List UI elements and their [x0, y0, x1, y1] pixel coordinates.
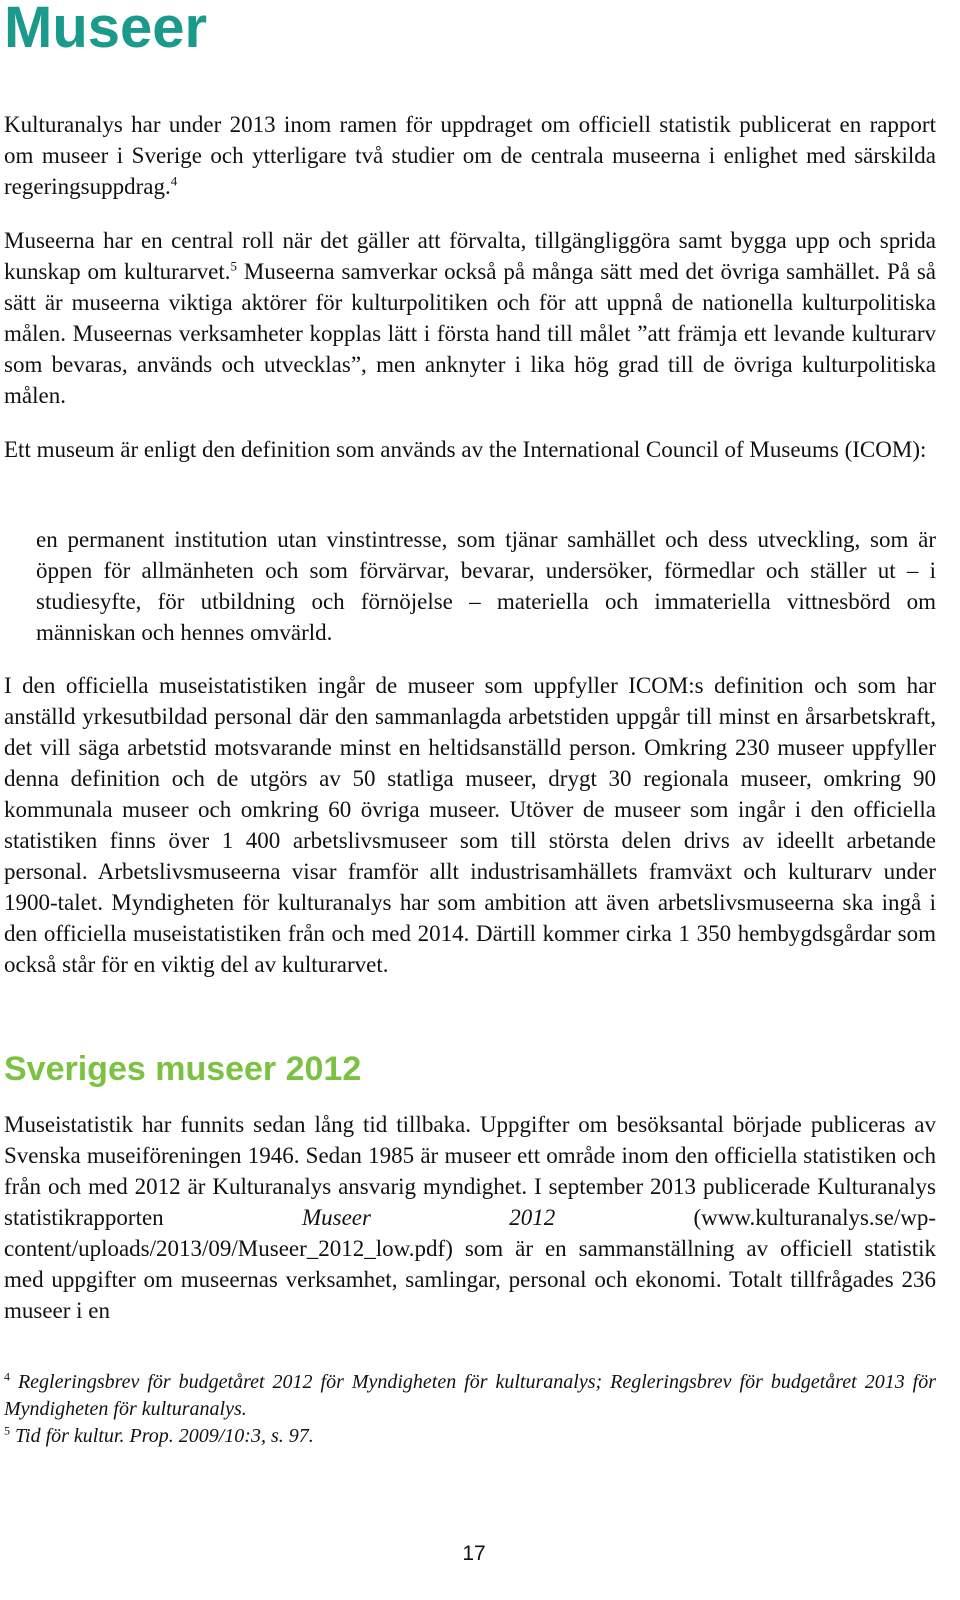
icom-definition-quote: en permanent institution utan vinstintresse, som tjänar samhället och dess utveckling, som är öppen för allmänheten och som förvärvar, bevarar, undersöker, förmedlar och ställer ut – i studiesyfte, för utbildning och förnöjelse – materiella och immateriella vittnesbörd om människan och hennes omvärld. [36, 527, 936, 645]
footnote-4-number: 4 [4, 1369, 10, 1384]
footnotes [4, 1369, 936, 1450]
paragraph-role-text-a: Museerna har en central roll när det gäller att förvalta, tillgängliggöra samt bygga upp och sprida kunskap om kulturarvet. [4, 228, 936, 284]
paragraph-history-text-a: Museistatistik har funnits sedan lång tid tillbaka. Uppgifter om besöksantal började publiceras av Svenska museiföreningen 1946. Sedan 1985 är museer ett område inom den officiella statistiken och från och med 2012 är Kulturanalys ansvarig myndighet. I september 2013 publicerade Kulturanalys statistikrapporten [4, 1112, 936, 1230]
paragraph-intro-text: Kulturanalys har under 2013 inom ramen för uppdraget om officiell statistik publicerat en rapport om museer i Sverige och ytterligare två studier om de centrala museerna i enlighet med särskilda regeringsuppdrag. [4, 112, 936, 199]
page-title: Museer [4, 0, 208, 60]
page-number: 17 [462, 1542, 486, 1565]
report-title: Museer 2012 [301, 1205, 556, 1230]
paragraph-history-text-b: (www.kulturanalys.se/wp-content/uploads/2013/09/Museer_2012_low.pdf) som är en sammanställning av officiell statistik med uppgifter om museernas verksamhet, samlingar, personal och ekonomi. Totalt tillfrågades 236 museer i en [4, 1205, 937, 1323]
footnote-4-text: Regleringsbrev för budgetåret 2012 för Myndigheten för kulturanalys; Regleringsbrev för budgetåret 2013 för Myndigheten för kulturanalys. [4, 1371, 936, 1420]
paragraph-history [4, 1109, 936, 1326]
footnote-ref-4: 4 [170, 173, 178, 189]
paragraph-definition-intro: Ett museum är enligt den definition som används av the International Council of Museums (ICOM): [4, 437, 927, 462]
paragraph-role [4, 225, 936, 411]
footnote-ref-5: 5 [230, 258, 237, 274]
document-page [4, 0, 936, 1600]
footnote-4 [4, 1369, 936, 1423]
section-heading: Sveriges museer 2012 [4, 1050, 362, 1088]
footnote-5-number: 5 [4, 1423, 10, 1438]
paragraph-statistics: I den officiella museistatistiken ingår de museer som uppfyller ICOM:s definition och som har anställd yrkesutbildad personal där den sammanlagda arbetstiden uppgår till minst en årsarbetskraft, det vill säga arbetstid motsvarande minst en heltidsanställd person. Omkring 230 museer uppfyller denna definition och de utgörs av 50 statliga museer, drygt 30 regionala museer, omkring 90 kommunala museer och omkring 60 övriga museer. Utöver de museer som ingår i den officiella statistiken finns över 1 400 arbetslivsmuseer som till största delen drivs av ideellt arbetande personal. Arbetslivsmuseerna visar framför allt industrisamhällets framväxt och kulturarv under 1900-talet. Myndigheten för kulturanalys har som ambition att även arbetslivsmuseerna ska ingå i den officiella museistatistiken från och med 2014. Därtill kommer cirka 1 350 hembygdsgårdar som också står för en viktig del av kulturarvet. [4, 673, 936, 977]
footnote-5 [4, 1423, 936, 1450]
paragraph-role-text-b: Museerna samverkar också på många sätt med det övriga samhället. På så sätt är museerna viktiga aktörer för kulturpolitiken och för att uppnå de nationella kulturpolitiska målen. Museernas verksamheter kopplas lätt i första hand till målet ”att främja ett levande kulturarv som bevaras, används och utvecklas”, men anknyter i lika hög grad till de övriga kulturpolitiska målen. [4, 259, 936, 408]
paragraph-intro [4, 109, 936, 202]
footnote-5-text: Tid för kultur. Prop. 2009/10:3, s. 97. [10, 1425, 314, 1447]
